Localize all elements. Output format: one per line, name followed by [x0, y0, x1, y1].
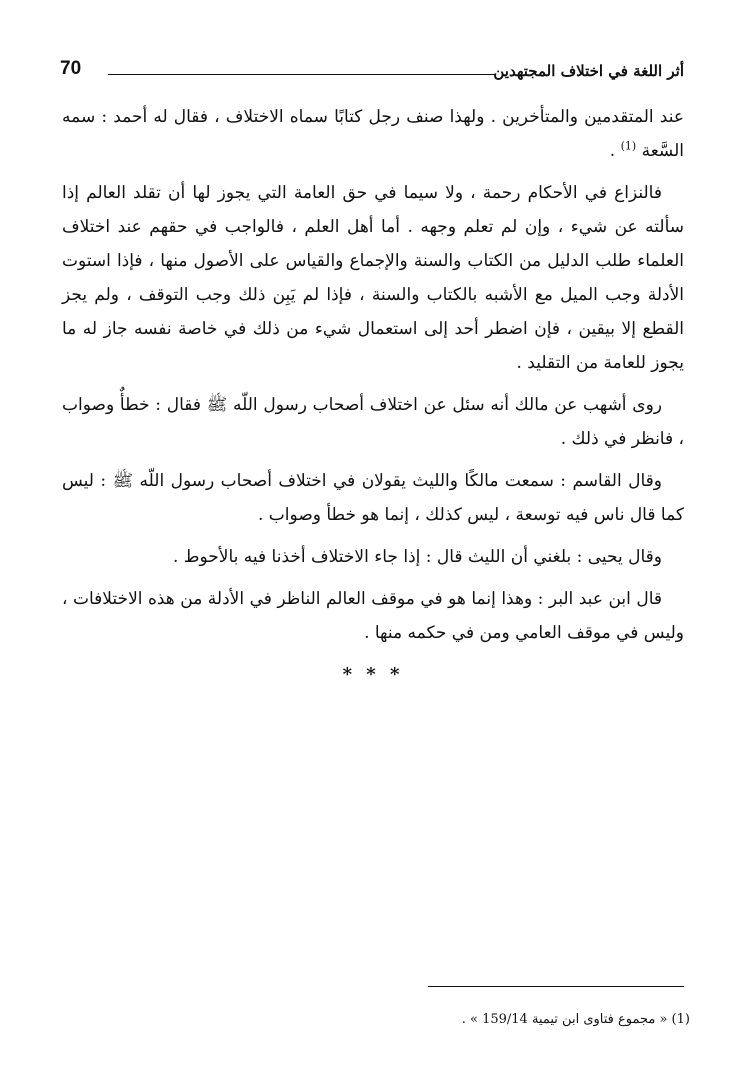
paragraph-4: وقال القاسم : سمعت مالكًا والليث يقولان في اختلاف أصحاب رسول اللّه ﷺ : ليس كما قال ناس فيه توسعة ، ليس كذلك ، إنما هو خطأ وصواب .: [62, 471, 684, 525]
footnote-rule: [428, 986, 684, 987]
header-rule: [108, 74, 496, 75]
footnote-marker: (1): [620, 139, 637, 153]
footnote: (1) « مجموع فتاوى ابن تيمية 159/14 » .: [461, 1012, 690, 1027]
paragraph-1-text: عند المتقدمين والمتأخرين . ولهذا صنف رجل كتابًا سماه الاختلاف ، فقال له أحمد : سمه السَّعة: [62, 107, 684, 161]
paragraph-3: روى أشهب عن مالك أنه سئل عن اختلاف أصحاب رسول اللّه ﷺ فقال : خطأٌ وصواب ، فانظر في ذلك .: [62, 395, 684, 449]
paragraph-1: [62, 100, 684, 168]
page-header: [60, 58, 684, 90]
paragraph-5: وقال يحيى : بلغني أن الليث قال : إذا جاء الاختلاف أخذنا فيه بالأحوط .: [172, 547, 662, 567]
section-separator: * * *: [342, 664, 404, 685]
running-title: أثر اللغة في اختلاف المجتهدين: [493, 62, 684, 80]
paragraph-6: قال ابن عبد البر : وهذا إنما هو في موقف العالم الناظر في الأدلة من هذه الاختلافات ، وليس في موقف العامي ومن في حكمه منها .: [62, 589, 684, 643]
paragraph-1-end: .: [609, 141, 621, 161]
page-number: 70: [60, 58, 82, 79]
paragraph-2: فالنزاع في الأحكام رحمة ، ولا سيما في حق العامة التي يجوز لها أن تقلد العالم إذا سألته عن شيء ، وإن لم تعلم وجهه . أما أهل العلم ، فالواجب في حقهم عند اختلاف العلماء طلب الدليل من الكتاب والسنة والإجماع والقياس على الأصول منها ، فإذا استوت الأدلة وجب الميل مع الأشبه بالكتاب والسنة ، فإذا لم يَبِن ذلك وجب التوقف ، ولم يجز القطع إلا بيقين ، فإن اضطر أحد إلى استعمال شيء من ذلك في خاصة نفسه جاز له ما يجوز للعامة من التقليد .: [62, 183, 684, 373]
page-body: [62, 100, 684, 692]
